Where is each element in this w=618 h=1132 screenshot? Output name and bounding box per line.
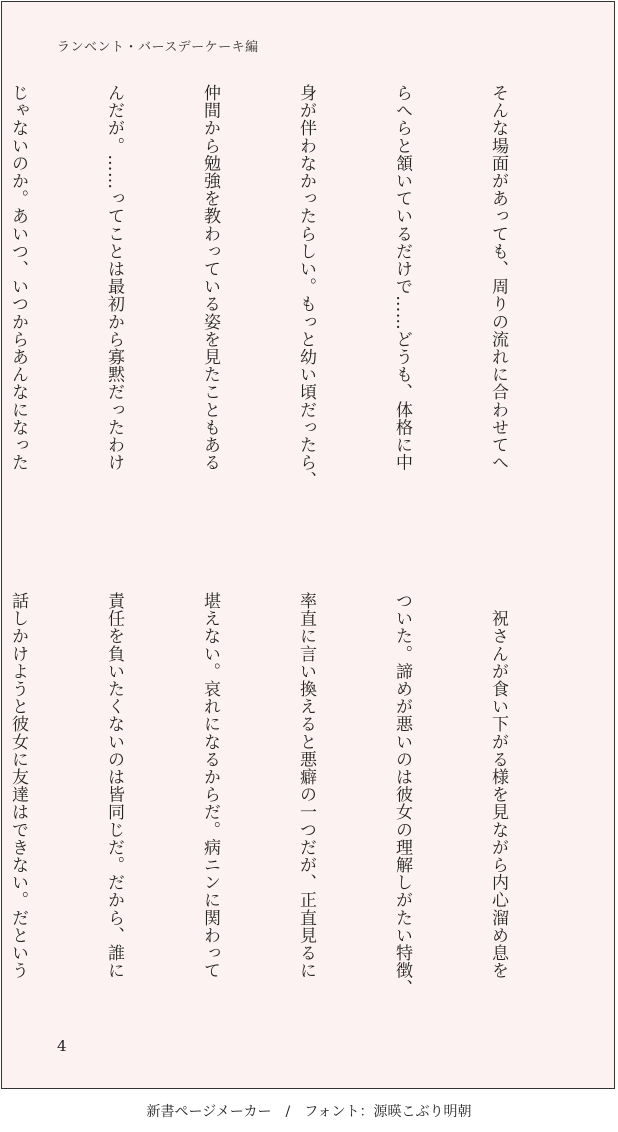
text-line: 堪えない。哀れになるからだ。病ニンに関わって [200, 592, 220, 980]
text-line: じゃないのか。あいつ、いつからあんなになった [8, 84, 28, 472]
text-line: 率直に言い換えると悪癖の一つだが、正直見るに [296, 592, 316, 980]
page-number: 4 [57, 1037, 67, 1055]
footer-font-credit: フォント：源暎こぶり明朝 [304, 1104, 472, 1120]
text-line: そんな場面があっても、周りの流れに合わせてへ [488, 84, 508, 472]
text-line: 話しかけようと彼女に友達はできない。だという [8, 592, 28, 980]
text-line: ついた。諦めが悪いのは彼女の理解しがたい特徴、 [392, 592, 412, 997]
text-block-top [0, 84, 578, 544]
book-page [1, 1, 615, 1089]
text-line: 責任を負いたくないのは皆同じだ。だから、誰に [104, 592, 124, 980]
text-line: らへらと頷いているだけで……どうも、体格に中 [392, 84, 412, 472]
footer-separator: / [285, 1104, 291, 1120]
text-block-bottom [0, 592, 578, 997]
text-line: 祝さんが食い下がる様を見ながら内心溜め息を [488, 592, 508, 980]
footer-app-name: 新書ページメーカー [146, 1104, 272, 1120]
text-line: んだが。……ってことは最初から寡黙だったわけ [104, 84, 124, 472]
text-line: 仲間から勉強を教わっている姿を見たこともある [200, 84, 220, 472]
text-line: 身が伴わなかったらしい。もっと幼い頃だったら、 [296, 84, 316, 489]
footer-credit [0, 1101, 618, 1121]
running-header: ランベント・バースデーケーキ編 [57, 40, 259, 55]
